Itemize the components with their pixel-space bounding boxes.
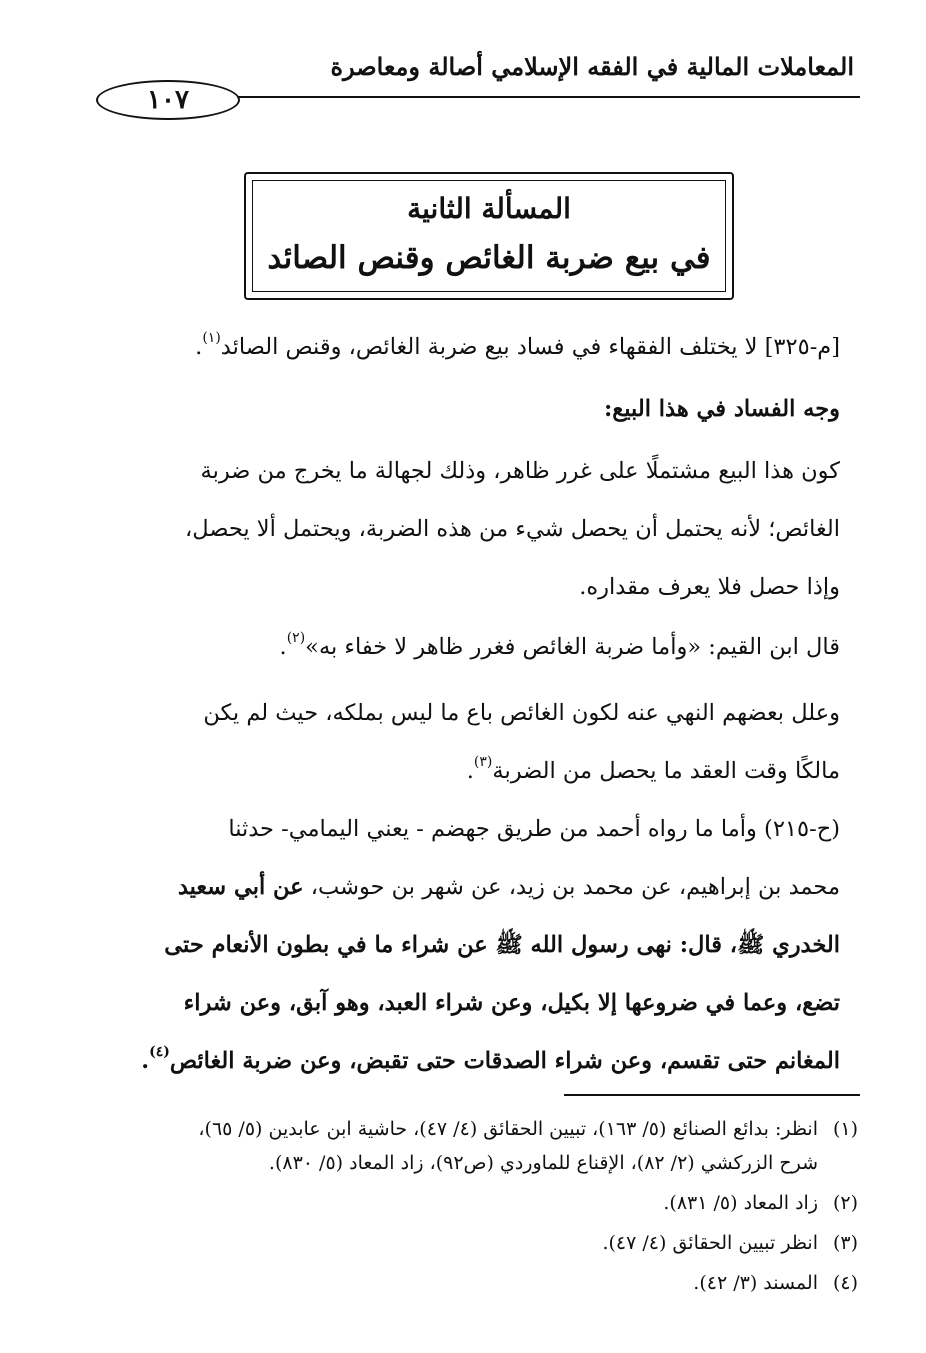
footnote-4-text: المسند (٣/ ٤٢). [693, 1272, 818, 1294]
footnote-4-number: (٤) [832, 1272, 858, 1294]
paragraph-3-line-2: الغائص؛ لأنه يحتمل أن يحصل شيء من هذه الضربة، ويحتمل ألا يحصل، [185, 516, 840, 542]
footnote-3-text: انظر تبيين الحقائق (٤/ ٤٧). [602, 1232, 818, 1254]
paragraph-4-line [96, 618, 840, 676]
footnote-2-text: زاد المعاد (٥/ ٨٣١). [663, 1192, 818, 1214]
paragraph-4-text: قال ابن القيم: «وأما ضربة الغائص فغرر ظاهر لا خفاء به» [305, 634, 840, 660]
paragraph-3-line-3: وإذا حصل فلا يعرف مقداره. [579, 574, 840, 600]
paragraph-6-line-4: تضع، وعما في ضروعها إلا بكيل، وعن شراء العبد، وهو آبق، وعن شراء [183, 990, 840, 1016]
footnote-1-line-1: انظر: بدائع الصنائع (٥/ ١٦٣)، تبيين الحقائق (٤/ ٤٧)، حاشية ابن عابدين (٥/ ٦٥)، [198, 1118, 818, 1140]
paragraph-6-line-1: (ح-٢١٥) وأما ما رواه أحمد من طريق جهضم - يعني اليمامي- حدثنا [228, 816, 840, 842]
section-title-line1: المسألة الثانية [407, 192, 571, 225]
paragraph-5-line-1: وعلل بعضهم النهي عنه لكون الغائص باع ما ليس بملكه، حيث لم يكن [203, 700, 840, 726]
page-number-oval [96, 80, 240, 120]
paragraph-1-line [96, 318, 840, 376]
paragraph-5 [96, 684, 840, 800]
section-title-line2: في بيع ضربة الغائص وقنص الصائد [267, 240, 711, 276]
paragraph-6-line-5-text: المغانم حتى تقسم، وعن شراء الصدقات حتى تقبض، وعن ضربة الغائص [169, 1048, 840, 1074]
paragraph-3 [96, 442, 840, 616]
paragraph-1 [96, 318, 840, 376]
paragraph-3-line-1: كون هذا البيع مشتملًا على غرر ظاهر، وذلك لجهالة ما يخرج من ضربة [200, 458, 840, 484]
footnote-4 [90, 1266, 858, 1300]
paragraph-4 [96, 618, 840, 676]
paragraph-5-end: . [466, 758, 474, 784]
paragraph-6-line-2-text: محمد بن إبراهيم، عن محمد بن زيد، عن شهر بن حوشب، [303, 874, 840, 900]
paragraph-2 [96, 380, 840, 438]
footnote-1-line-2: شرح الزركشي (٢/ ٨٢)، الإقناع للماوردي (ص٩٢)، زاد المعاد (٥/ ٨٣٠). [268, 1152, 818, 1174]
section-title-frame [244, 172, 734, 300]
paragraph-6-line-3: الخدري ﷺ، قال: نهى رسول الله ﷺ عن شراء ما في بطون الأنعام حتى [164, 932, 840, 958]
paragraph-6-line-5 [96, 1032, 840, 1090]
paragraph-6-line-2-bold: عن أبي سعيد [177, 874, 304, 900]
footnote-separator [564, 1094, 860, 1096]
paragraph-4-end: . [279, 634, 287, 660]
paragraph-1-end: . [195, 334, 203, 360]
paragraph-6 [96, 800, 840, 1090]
footnote-3-number: (٣) [832, 1232, 858, 1254]
page-number: ١٠٧ [147, 85, 189, 115]
paragraph-6-line-2 [96, 858, 840, 916]
paragraph-5-line-2 [96, 742, 840, 800]
footnote-1-number: (١) [832, 1118, 858, 1140]
footnote-ref-3[interactable]: (٣) [473, 754, 493, 770]
footnote-3 [90, 1226, 858, 1260]
footnote-ref-4[interactable]: (٤) [149, 1044, 170, 1060]
paragraph-6-end: . [141, 1048, 150, 1074]
footnote-ref-1[interactable]: (١) [202, 330, 221, 346]
footnotes [90, 1112, 858, 1300]
footnote-1 [90, 1112, 858, 1146]
footnote-2 [90, 1186, 858, 1220]
running-title: المعاملات المالية في الفقه الإسلامي أصالة ومعاصرة [330, 52, 854, 81]
paragraph-2-text: وجه الفساد في هذا البيع: [603, 396, 840, 422]
footnote-ref-2[interactable]: (٢) [286, 630, 306, 646]
footnote-2-number: (٢) [832, 1192, 858, 1214]
paragraph-5-line-2-text: مالكًا وقت العقد ما يحصل من الضربة [492, 758, 840, 784]
paragraph-1-text: [م-٣٢٥] لا يختلف الفقهاء في فساد بيع ضربة الغائص، وقنص الصائد [220, 334, 840, 360]
